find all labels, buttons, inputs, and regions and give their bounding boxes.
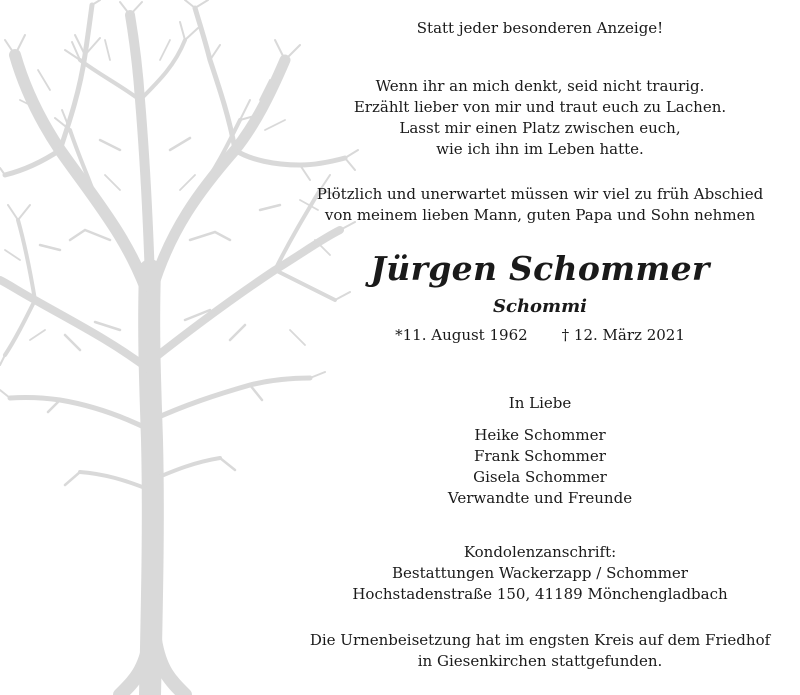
poem-line: Erzählt lieber von mir und traut euch zu Lachen. [353,98,727,116]
headline [300,18,780,39]
headline-text: Statt jeder besonderen Anzeige! [416,19,664,37]
poem-line: wie ich ihn im Leben hatte. [436,140,644,158]
mourner-name: Frank Schommer [474,447,606,465]
condolence-line: Bestattungen Wackerzapp / Schommer [392,564,688,582]
condolence-line: Hochstadenstraße 150, 41189 Mönchengladbach [352,585,728,603]
text-column [300,0,780,695]
deceased-nickname [300,296,780,318]
burial-note [300,630,780,672]
death-date: † 12. März 2021 [561,326,685,344]
poem-line: Lasst mir einen Platz zwischen euch, [399,119,681,137]
life-dates [300,325,780,346]
announcement-line: von meinem lieben Mann, guten Papa und Sohn nehmen [324,206,756,224]
announcement [300,184,780,226]
burial-line: Die Urnenbeisetzung hat im engsten Kreis auf dem Friedhof [309,631,771,649]
announcement-line: Plötzlich und unerwartet müssen wir viel zu früh Abschied [316,185,764,203]
poem-line: Wenn ihr an mich denkt, seid nicht traurig. [375,77,705,95]
mourners-list [300,425,780,509]
mourner-name: Verwandte und Freunde [447,489,633,507]
in-love-label [300,393,780,414]
deceased-nickname-text: Schommi [493,296,587,317]
poem [300,76,780,160]
burial-line: in Giesenkirchen stattgefunden. [417,652,663,670]
mourner-name: Heike Schommer [474,426,606,444]
mourner-name: Gisela Schommer [473,468,607,486]
deceased-name-text: Jürgen Schommer [370,249,710,288]
condolence-line: Kondolenzanschrift: [463,543,617,561]
birth-date: *11. August 1962 [395,326,528,344]
condolence-address [300,542,780,605]
in-love-text: In Liebe [508,394,572,412]
deceased-name [300,248,780,290]
